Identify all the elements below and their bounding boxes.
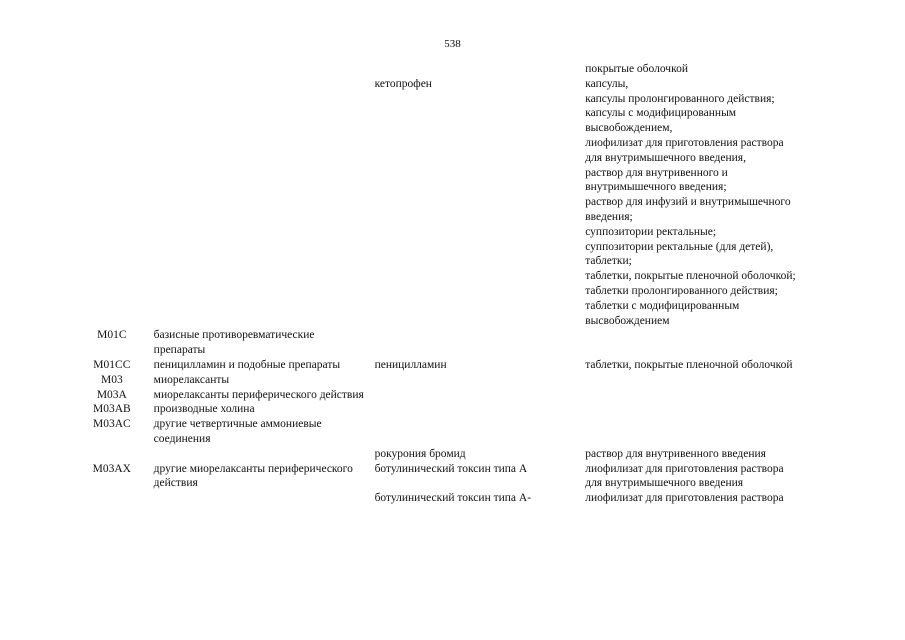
drug-name: ботулинический токсин типа А- xyxy=(374,492,532,505)
dosage-form-line: лиофилизат для приготовления раствора xyxy=(585,462,784,475)
anatomical-group: другие миорелаксанты периферического действия xyxy=(153,462,353,490)
table-row xyxy=(80,328,840,358)
dosage-form-line: таблетки пролонгированного действия; xyxy=(585,284,778,297)
atc-code xyxy=(80,77,144,329)
drug-table-body xyxy=(80,62,840,506)
table-row xyxy=(80,373,840,388)
dosage-form-line: раствор для инфузий и внутримышечного xyxy=(585,196,791,209)
atc-code: M03AB xyxy=(92,403,131,416)
anatomical-group: производные холина xyxy=(153,403,255,416)
dosage-forms xyxy=(585,417,840,447)
dosage-form-line: для внутримышечного введения, xyxy=(585,151,746,164)
dosage-form-line: таблетки, покрытые пленочной оболочкой; xyxy=(585,270,796,283)
dosage-forms xyxy=(585,447,840,462)
dosage-forms xyxy=(585,491,840,506)
table-row xyxy=(80,462,840,492)
dosage-forms xyxy=(585,388,840,403)
dosage-forms xyxy=(585,373,840,388)
atc-code: M01CC xyxy=(93,358,131,371)
atc-code: M03A xyxy=(96,388,127,401)
drug-name xyxy=(367,402,586,417)
dosage-forms xyxy=(585,62,840,77)
anatomical-group: базисные противоревматические препараты xyxy=(153,329,315,357)
dosage-form-line: суппозитории ректальные (для детей), xyxy=(585,240,774,253)
anatomical-group: другие четвертичные аммониевые соединения xyxy=(153,418,322,445)
table-row xyxy=(80,62,840,77)
drug-name: ботулинический токсин типа А xyxy=(374,462,528,475)
page-number: 538 xyxy=(444,38,461,50)
anatomical-group: миорелаксанты xyxy=(153,373,230,386)
dosage-form-line: для внутримышечного введения xyxy=(585,477,744,490)
table-row xyxy=(80,402,840,417)
dosage-form-line: покрытые оболочкой xyxy=(585,63,688,75)
atc-code: M01C xyxy=(97,329,127,342)
drug-name: кетопрофен xyxy=(374,77,432,90)
atc-code xyxy=(80,62,144,77)
anatomical-group xyxy=(144,62,367,77)
anatomical-group xyxy=(144,491,367,506)
dosage-form-line: суппозитории ректальные; xyxy=(585,225,717,238)
table-row xyxy=(80,77,840,329)
table-row xyxy=(80,447,840,462)
anatomical-group xyxy=(144,447,367,462)
anatomical-group xyxy=(144,77,367,329)
dosage-forms xyxy=(585,402,840,417)
anatomical-group: пеницилламин и подобные препараты xyxy=(153,358,341,371)
table-row xyxy=(80,491,840,506)
atc-code: M03 xyxy=(100,373,123,386)
drug-name xyxy=(367,373,586,388)
dosage-form-line: раствор для внутривенного введения xyxy=(585,447,766,460)
table-row xyxy=(80,388,840,403)
table-row xyxy=(80,358,840,373)
drug-name xyxy=(367,417,586,447)
drug-name xyxy=(367,388,586,403)
dosage-form-line: таблетки с модифицированным xyxy=(585,299,740,312)
dosage-form-line: внутримышечного введения; xyxy=(585,181,727,194)
drug-name: пеницилламин xyxy=(374,358,447,371)
drug-table xyxy=(80,62,840,506)
dosage-form-line: капсулы, xyxy=(585,77,629,90)
drug-name xyxy=(367,328,586,358)
drug-name: рокурония бромид xyxy=(374,447,466,460)
dosage-forms xyxy=(585,77,840,329)
dosage-forms xyxy=(585,328,840,358)
dosage-forms xyxy=(585,358,840,373)
dosage-form-line: высвобождением, xyxy=(585,122,673,135)
dosage-form-line: таблетки, покрытые пленочной оболочкой xyxy=(585,358,793,371)
atc-code: M03AX xyxy=(92,462,131,475)
dosage-form-line: введения; xyxy=(585,210,633,223)
dosage-form-line: лиофилизат для приготовления раствора xyxy=(585,136,784,149)
anatomical-group: миорелаксанты периферического действия xyxy=(153,388,364,401)
dosage-form-line: капсулы с модифицированным xyxy=(585,107,737,120)
dosage-form-line: раствор для внутривенного и xyxy=(585,166,728,179)
atc-code: M03AC xyxy=(92,418,131,431)
dosage-form-line: капсулы пролонгированного действия; xyxy=(585,92,775,105)
atc-code xyxy=(80,447,144,462)
dosage-form-line: таблетки; xyxy=(585,255,632,268)
dosage-forms xyxy=(585,462,840,492)
dosage-form-line: лиофилизат для приготовления раствора xyxy=(585,492,784,505)
table-row xyxy=(80,417,840,447)
atc-code xyxy=(80,491,144,506)
drug-name xyxy=(367,62,586,77)
dosage-form-line: высвобождением xyxy=(585,314,670,327)
